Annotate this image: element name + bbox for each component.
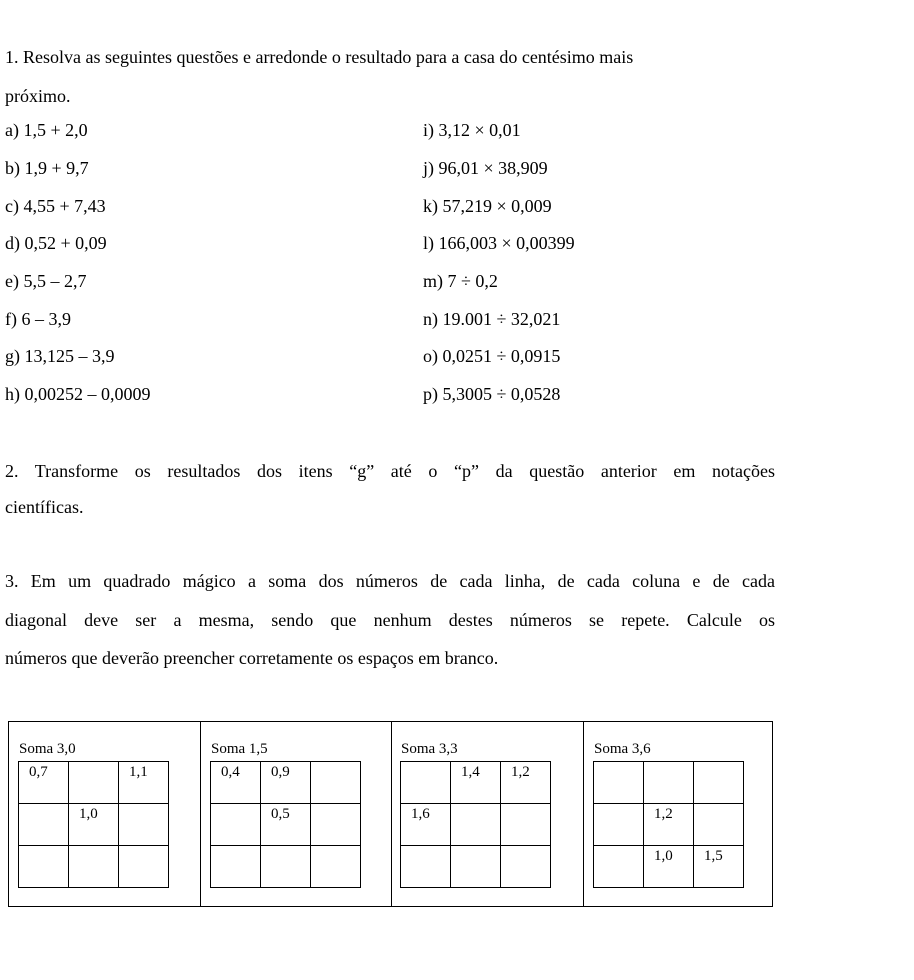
magic-square-row xyxy=(594,846,744,888)
magic-square-cell-value xyxy=(69,762,118,764)
magic-square-title: Soma 3,6 xyxy=(594,741,651,757)
magic-square-cell xyxy=(501,762,551,804)
exercise-item-label: h) xyxy=(5,384,20,404)
magic-square-cell xyxy=(69,804,119,846)
magic-square-cell-value: 1,0 xyxy=(654,848,673,864)
magic-square-cell xyxy=(261,804,311,846)
exercise-item-expression: 166,003 × 0,00399 xyxy=(438,233,575,253)
magic-square-row xyxy=(401,846,551,888)
magic-square-cell-value: 1,2 xyxy=(654,806,673,822)
magic-square-cell-value xyxy=(401,762,450,764)
magic-square-panel xyxy=(584,722,774,906)
exercise-item-expression: 1,5 + 2,0 xyxy=(23,120,88,140)
magic-square-cell-value xyxy=(694,804,743,806)
exercise-item-expression: 5,3005 ÷ 0,0528 xyxy=(442,384,561,404)
magic-square-cell-value xyxy=(261,846,310,848)
magic-square-cell-value: 1,2 xyxy=(511,764,530,780)
exercise-item xyxy=(423,233,575,254)
exercise-item-expression: 7 ÷ 0,2 xyxy=(447,271,498,291)
exercise-item-expression: 13,125 – 3,9 xyxy=(24,346,115,366)
magic-square-cell-value xyxy=(594,762,643,764)
magic-square-blank-cell[interactable] xyxy=(211,804,261,846)
magic-square-cell-value xyxy=(644,762,693,764)
exercise-item xyxy=(5,120,88,141)
magic-square-blank-cell[interactable] xyxy=(451,846,501,888)
magic-square-blank-cell[interactable] xyxy=(401,762,451,804)
magic-square-row xyxy=(211,762,361,804)
magic-square-blank-cell[interactable] xyxy=(69,762,119,804)
magic-square-cell-value xyxy=(451,804,500,806)
magic-square-blank-cell[interactable] xyxy=(119,846,169,888)
magic-square-cell xyxy=(119,762,169,804)
magic-square-cell-value xyxy=(594,804,643,806)
exercise-item-expression: 0,52 + 0,09 xyxy=(24,233,107,253)
magic-square-cell-value: 1,5 xyxy=(704,848,723,864)
magic-square-blank-cell[interactable] xyxy=(594,846,644,888)
question-2-text: 2. Transforme os resultados dos itens “g” até o “p” da questão anterior em notações xyxy=(5,461,775,481)
magic-square-panel xyxy=(9,722,201,906)
magic-square-cell-value xyxy=(211,804,260,806)
magic-square-cell xyxy=(694,846,744,888)
magic-square-blank-cell[interactable] xyxy=(694,804,744,846)
exercise-item-label: g) xyxy=(5,346,20,366)
exercise-item-label: n) xyxy=(423,309,438,329)
magic-square-blank-cell[interactable] xyxy=(211,846,261,888)
magic-square-blank-cell[interactable] xyxy=(694,762,744,804)
magic-square-grid xyxy=(400,761,551,888)
exercise-item-label: a) xyxy=(5,120,19,140)
magic-square-cell-value xyxy=(119,846,168,848)
exercise-item-expression: 3,12 × 0,01 xyxy=(438,120,521,140)
magic-square-cell-value xyxy=(501,846,550,848)
question-2-text-continued: científicas. xyxy=(5,497,84,517)
exercise-item-expression: 6 – 3,9 xyxy=(21,309,71,329)
magic-square-cell-value xyxy=(311,846,360,848)
magic-square-cell-value xyxy=(311,804,360,806)
exercise-item xyxy=(423,346,560,367)
magic-square-blank-cell[interactable] xyxy=(311,762,361,804)
magic-square-cell xyxy=(211,762,261,804)
magic-square-row xyxy=(211,846,361,888)
exercise-item xyxy=(5,346,115,367)
exercise-item-label: d) xyxy=(5,233,20,253)
exercise-item xyxy=(5,196,106,217)
magic-square-cell-value xyxy=(694,762,743,764)
magic-square-cell-value xyxy=(19,846,68,848)
magic-square-row xyxy=(401,762,551,804)
magic-square-cell-value xyxy=(19,804,68,806)
exercise-item xyxy=(5,233,107,254)
exercise-item xyxy=(423,271,498,292)
exercise-item xyxy=(423,158,548,179)
exercise-item-expression: 4,55 + 7,43 xyxy=(23,196,106,216)
magic-square-cell-value xyxy=(451,846,500,848)
magic-square-blank-cell[interactable] xyxy=(501,846,551,888)
magic-square-cell xyxy=(451,762,501,804)
exercise-item xyxy=(5,271,86,292)
panel-divider xyxy=(583,722,584,906)
exercise-item xyxy=(423,120,521,141)
exercise-item-label: k) xyxy=(423,196,438,216)
magic-square-panel xyxy=(201,722,392,906)
magic-square-cell xyxy=(401,804,451,846)
exercise-item xyxy=(423,196,552,217)
exercise-item-expression: 57,219 × 0,009 xyxy=(442,196,552,216)
magic-square-blank-cell[interactable] xyxy=(19,846,69,888)
magic-square-cell xyxy=(644,804,694,846)
magic-square-row xyxy=(211,804,361,846)
exercise-item-expression: 0,0251 ÷ 0,0915 xyxy=(442,346,561,366)
exercise-item xyxy=(5,158,89,179)
magic-square-cell xyxy=(644,846,694,888)
magic-square-row xyxy=(594,762,744,804)
exercise-item-expression: 1,9 + 9,7 xyxy=(24,158,89,178)
magic-square-blank-cell[interactable] xyxy=(451,804,501,846)
magic-square-cell-value: 0,7 xyxy=(29,764,48,780)
question-1-text: 1. Resolva as seguintes questões e arredonde o resultado para a casa do centésimo mais xyxy=(5,47,634,67)
magic-square-cell-value xyxy=(211,846,260,848)
magic-square-blank-cell[interactable] xyxy=(311,804,361,846)
magic-square-grid xyxy=(210,761,361,888)
magic-square-blank-cell[interactable] xyxy=(594,804,644,846)
exercise-item-label: i) xyxy=(423,120,434,140)
magic-square-blank-cell[interactable] xyxy=(261,846,311,888)
exercise-item-label: j) xyxy=(423,158,434,178)
magic-square-title: Soma 1,5 xyxy=(211,741,268,757)
magic-square-grid xyxy=(18,761,169,888)
magic-square-title: Soma 3,0 xyxy=(19,741,76,757)
question-3-text-line2: diagonal deve ser a mesma, sendo que nenhum destes números se repete. Calcule os xyxy=(5,610,775,630)
magic-square-row xyxy=(19,762,169,804)
exercise-item-expression: 0,00252 – 0,0009 xyxy=(24,384,151,404)
exercise-item-expression: 19.001 ÷ 32,021 xyxy=(442,309,561,329)
magic-square-blank-cell[interactable] xyxy=(501,804,551,846)
exercise-item-expression: 96,01 × 38,909 xyxy=(438,158,548,178)
exercise-item-label: c) xyxy=(5,196,19,216)
magic-square-cell xyxy=(19,762,69,804)
exercise-item-label: f) xyxy=(5,309,17,329)
magic-square-cell-value: 0,9 xyxy=(271,764,290,780)
exercise-item xyxy=(423,309,560,330)
magic-square-cell-value: 1,1 xyxy=(129,764,148,780)
magic-square-blank-cell[interactable] xyxy=(401,846,451,888)
magic-square-row xyxy=(19,846,169,888)
question-1-text-continued: próximo. xyxy=(5,86,71,106)
magic-square-title: Soma 3,3 xyxy=(401,741,458,757)
exercise-item xyxy=(423,384,560,405)
magic-square-cell-value: 0,5 xyxy=(271,806,290,822)
exercise-item-label: o) xyxy=(423,346,438,366)
magic-square-grid xyxy=(593,761,744,888)
exercise-item-label: l) xyxy=(423,233,434,253)
magic-square-cell-value xyxy=(311,762,360,764)
magic-square-row xyxy=(401,804,551,846)
magic-square-cell-value: 0,4 xyxy=(221,764,240,780)
magic-square-cell-value xyxy=(401,846,450,848)
magic-square-cell-value: 1,4 xyxy=(461,764,480,780)
exercise-item-label: b) xyxy=(5,158,20,178)
panel-divider xyxy=(391,722,392,906)
magic-square-cell-value xyxy=(119,804,168,806)
exercise-item xyxy=(5,384,151,405)
exercise-item-label: m) xyxy=(423,271,443,291)
magic-square-blank-cell[interactable] xyxy=(69,846,119,888)
exercise-item xyxy=(5,309,71,330)
magic-square-row xyxy=(594,804,744,846)
question-3-text: 3. Em um quadrado mágico a soma dos números de cada linha, de cada coluna e de cada xyxy=(5,571,775,591)
panel-divider xyxy=(200,722,201,906)
magic-square-cell-value xyxy=(501,804,550,806)
magic-square-blank-cell[interactable] xyxy=(119,804,169,846)
magic-square-blank-cell[interactable] xyxy=(644,762,694,804)
magic-square-blank-cell[interactable] xyxy=(19,804,69,846)
magic-square-panel xyxy=(392,722,584,906)
magic-squares-table xyxy=(8,721,773,907)
magic-square-cell-value xyxy=(594,846,643,848)
magic-square-cell xyxy=(261,762,311,804)
magic-square-cell-value xyxy=(69,846,118,848)
magic-square-blank-cell[interactable] xyxy=(594,762,644,804)
magic-square-row xyxy=(19,804,169,846)
exercise-item-expression: 5,5 – 2,7 xyxy=(23,271,87,291)
magic-square-cell-value: 1,6 xyxy=(411,806,430,822)
exercise-item-label: e) xyxy=(5,271,19,291)
magic-square-blank-cell[interactable] xyxy=(311,846,361,888)
magic-square-cell-value: 1,0 xyxy=(79,806,98,822)
question-3-text-line3: números que deverão preencher corretamente os espaços em branco. xyxy=(5,648,499,668)
exercise-item-label: p) xyxy=(423,384,438,404)
